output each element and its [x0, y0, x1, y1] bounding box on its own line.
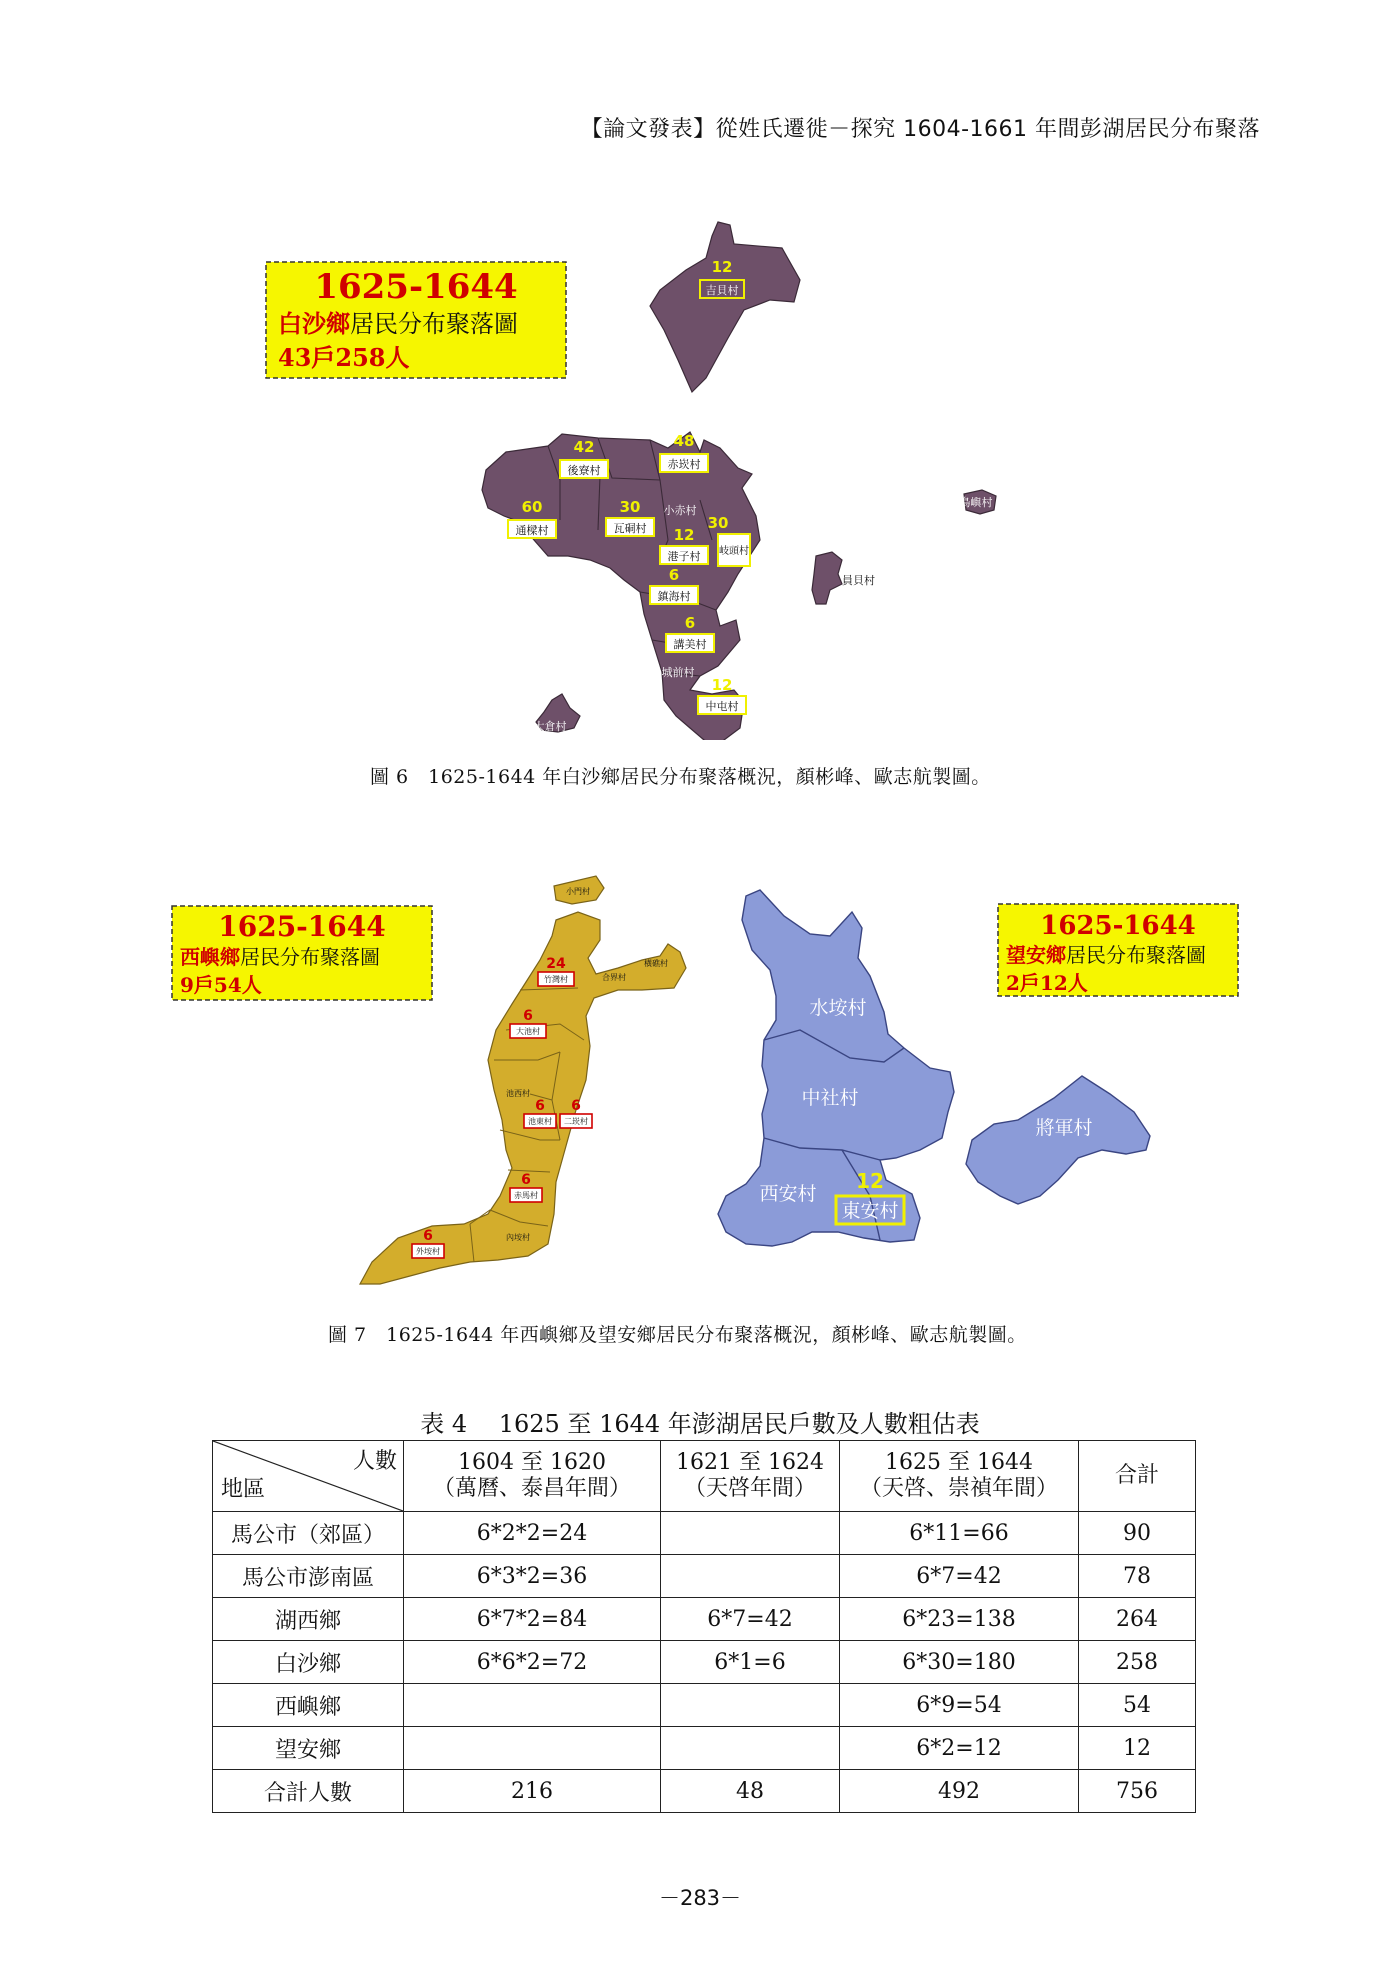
- svg-text:赤馬村: 赤馬村: [514, 1191, 538, 1200]
- village-chengqian: [662, 665, 695, 679]
- table-cell: [661, 1684, 840, 1727]
- table-cell: 6*23=138: [840, 1598, 1079, 1641]
- svg-text:30: 30: [707, 514, 729, 532]
- table-header: 合計: [1079, 1441, 1196, 1512]
- svg-text:12: 12: [711, 676, 733, 694]
- total-cell: 264: [1079, 1598, 1196, 1641]
- svg-text:池西村: 池西村: [506, 1089, 530, 1098]
- svg-text:鳥嶼村: 鳥嶼村: [959, 496, 993, 509]
- table-cell: 6*2*2=24: [404, 1512, 661, 1555]
- region-cell: 湖西鄉: [213, 1598, 404, 1641]
- table-cell: [661, 1727, 840, 1770]
- table-header-row: [213, 1441, 1196, 1512]
- table-cell: 6*2=12: [840, 1727, 1079, 1770]
- figure6-caption: 圖 6 1625-1644 年白沙鄉居民分布聚落概況，顏彬峰、歐志航製圖。: [370, 766, 991, 788]
- region-cell: 望安鄉: [213, 1727, 404, 1770]
- svg-text:12: 12: [711, 258, 733, 276]
- region-cell: 合計人數: [213, 1770, 404, 1813]
- table-cell: 6*30=180: [840, 1641, 1079, 1684]
- svg-text:西安村: 西安村: [759, 1183, 817, 1205]
- svg-text:城前村: 城前村: [661, 666, 695, 679]
- table-cell: 6*7=42: [840, 1555, 1079, 1598]
- island-jibei: [650, 222, 800, 392]
- svg-text:瓦硐村: 瓦硐村: [613, 522, 647, 535]
- svg-text:1625-1644: 1625-1644: [218, 910, 386, 943]
- svg-text:12: 12: [673, 526, 695, 544]
- figure7-caption: 圖 7 1625-1644 年西嶼鄉及望安鄉居民分布聚落概況，顏彬峰、歐志航製圖。: [328, 1324, 1027, 1346]
- region-cell: 白沙鄉: [213, 1641, 404, 1684]
- table-cell: 6*11=66: [840, 1512, 1079, 1555]
- table-title: 表 4 1625 至 1644 年澎湖居民戶數及人數粗估表: [420, 1410, 980, 1438]
- table-cell: 6*6*2=72: [404, 1641, 661, 1684]
- table-cell: 48: [661, 1770, 840, 1813]
- svg-text:講美村: 講美村: [673, 638, 707, 651]
- svg-text:水垵村: 水垵村: [809, 997, 867, 1019]
- table-cell: 492: [840, 1770, 1079, 1813]
- total-cell: 258: [1079, 1641, 1196, 1684]
- table-cell: 216: [404, 1770, 661, 1813]
- figure6-legend-title: 1625-1644: [314, 267, 518, 307]
- svg-text:二崁村: 二崁村: [564, 1117, 588, 1126]
- svg-text:岐頭村: 岐頭村: [719, 546, 749, 557]
- svg-text:6: 6: [521, 1172, 531, 1188]
- village-xiaochi: [664, 503, 697, 517]
- svg-text:吉貝村: 吉貝村: [705, 284, 739, 297]
- table-row: [213, 1641, 1196, 1684]
- svg-text:中屯村: 中屯村: [705, 700, 739, 713]
- svg-text:後寮村: 後寮村: [567, 464, 601, 477]
- svg-text:6: 6: [523, 1008, 533, 1024]
- corner-top-label: 人數: [352, 1449, 397, 1474]
- table-header: 1621 至 1624 （天啓年間）: [661, 1441, 840, 1512]
- svg-text:2戶12人: 2戶12人: [1006, 971, 1088, 995]
- svg-text:望安鄉居民分布聚落圖: 望安鄉居民分布聚落圖: [1006, 943, 1206, 967]
- svg-text:將軍村: 將軍村: [1035, 1117, 1093, 1139]
- svg-text:橫礁村: 橫礁村: [644, 959, 668, 968]
- svg-text:員貝村: 員貝村: [842, 574, 875, 587]
- svg-text:6: 6: [684, 614, 696, 632]
- svg-text:9戶54人: 9戶54人: [180, 973, 262, 997]
- region-cell: 西嶼鄉: [213, 1684, 404, 1727]
- table-cell: 6*1=6: [661, 1641, 840, 1684]
- region-cell: 馬公市澎南區: [213, 1555, 404, 1598]
- svg-text:48: 48: [673, 432, 695, 450]
- svg-text:西嶼鄉居民分布聚落圖: 西嶼鄉居民分布聚落圖: [180, 945, 380, 969]
- svg-text:6: 6: [571, 1098, 581, 1114]
- figure7-map: [160, 860, 1240, 1300]
- svg-text:大倉村: 大倉村: [533, 720, 567, 733]
- figure6-map: [200, 200, 1040, 740]
- figure6-legend-stats: 43戶258人: [278, 343, 410, 372]
- table-cell: 6*7*2=84: [404, 1598, 661, 1641]
- svg-text:1625-1644: 1625-1644: [1040, 911, 1196, 941]
- svg-text:6: 6: [423, 1228, 433, 1244]
- svg-text:6: 6: [668, 566, 680, 584]
- total-cell: 54: [1079, 1684, 1196, 1727]
- svg-text:竹灣村: 竹灣村: [544, 975, 568, 984]
- page-number: －283－: [658, 1886, 742, 1910]
- svg-text:鎮海村: 鎮海村: [657, 590, 691, 603]
- population-table: [212, 1440, 1196, 1813]
- total-cell: 90: [1079, 1512, 1196, 1555]
- svg-text:池東村: 池東村: [528, 1117, 552, 1126]
- total-cell: 12: [1079, 1727, 1196, 1770]
- table-cell: [404, 1727, 661, 1770]
- total-cell: 78: [1079, 1555, 1196, 1598]
- total-cell: 756: [1079, 1770, 1196, 1813]
- table-row: [213, 1770, 1196, 1813]
- table-cell: [661, 1512, 840, 1555]
- table-cell: 6*7=42: [661, 1598, 840, 1641]
- svg-text:60: 60: [521, 498, 543, 516]
- table-corner-cell: [213, 1441, 404, 1512]
- svg-text:中社村: 中社村: [801, 1087, 859, 1109]
- svg-text:東安村: 東安村: [841, 1200, 899, 1222]
- svg-text:通樑村: 通樑村: [515, 524, 549, 537]
- table-header: 1625 至 1644 （天啓、崇禎年間）: [840, 1441, 1079, 1512]
- table-cell: 6*3*2=36: [404, 1555, 661, 1598]
- table-row: [213, 1727, 1196, 1770]
- figure6-legend-subtitle: 白沙鄉居民分布聚落圖: [278, 309, 518, 338]
- svg-text:合界村: 合界村: [602, 973, 626, 982]
- table-cell: [404, 1684, 661, 1727]
- svg-text:24: 24: [546, 956, 566, 972]
- table-row: [213, 1684, 1196, 1727]
- table-row: [213, 1512, 1196, 1555]
- svg-text:小赤村: 小赤村: [663, 504, 697, 517]
- table-row: [213, 1598, 1196, 1641]
- village-dacang: [534, 719, 567, 733]
- village-niaoyu: [960, 495, 993, 509]
- svg-text:外垵村: 外垵村: [416, 1247, 440, 1256]
- table-cell: [661, 1555, 840, 1598]
- svg-text:赤崁村: 赤崁村: [667, 458, 701, 471]
- running-head: 【論文發表】從姓氏遷徙－探究 1604-1661 年間彭湖居民分布聚落: [580, 117, 1260, 142]
- svg-text:港子村: 港子村: [667, 550, 701, 563]
- corner-bottom-label: 地區: [221, 1477, 266, 1502]
- figure7-west-legend: [172, 906, 432, 1000]
- island-yuanbei: [812, 552, 842, 604]
- svg-text:30: 30: [619, 498, 641, 516]
- svg-text:內垵村: 內垵村: [506, 1233, 530, 1242]
- svg-text:42: 42: [573, 438, 595, 456]
- table-row: [213, 1555, 1196, 1598]
- figure6-legend: [266, 262, 566, 378]
- svg-text:6: 6: [535, 1098, 545, 1114]
- svg-text:12: 12: [856, 1169, 884, 1193]
- village-zhongtun: [698, 676, 746, 714]
- region-cell: 馬公市（郊區）: [213, 1512, 404, 1555]
- svg-text:小門村: 小門村: [566, 887, 590, 896]
- svg-text:大池村: 大池村: [516, 1027, 540, 1036]
- table-cell: 6*9=54: [840, 1684, 1079, 1727]
- village-yuanbei: [842, 573, 875, 587]
- figure7-east-legend: [998, 904, 1238, 996]
- table-header: 1604 至 1620 （萬曆、泰昌年間）: [404, 1441, 661, 1512]
